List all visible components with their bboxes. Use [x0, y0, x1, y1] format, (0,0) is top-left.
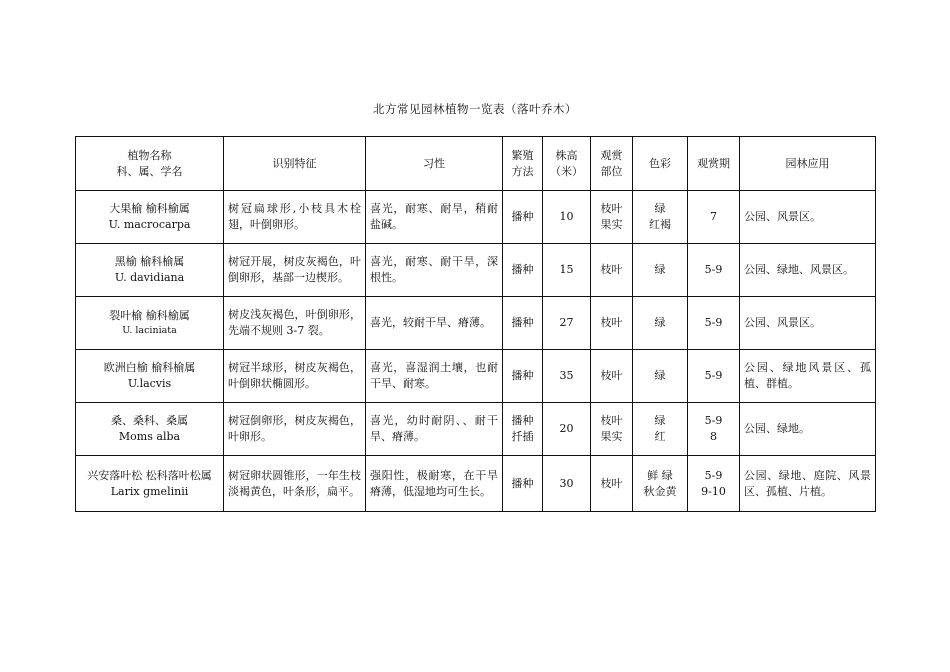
cell-height: 35 [543, 350, 591, 403]
cell-features: 树冠扁球形,小枝具木栓翅，叶倒卵形。 [224, 191, 366, 244]
header-name: 植物名称 科、属、学名 [76, 137, 224, 191]
cell-application: 公园、风景区。 [740, 191, 876, 244]
cell-plant-name: 裂叶榆 榆科榆属 U. laciniata [76, 297, 224, 350]
cell-color: 绿 [633, 297, 688, 350]
table-row [76, 350, 876, 403]
cell-height: 30 [543, 456, 591, 512]
cell-color: 鲜 绿 秋金黄 [633, 456, 688, 512]
cell-period: 5-9 9-10 [688, 456, 740, 512]
header-propagation: 繁殖 方法 [503, 137, 543, 191]
cell-application: 公园、绿地风景区、孤植、群植。 [740, 350, 876, 403]
table-row [76, 191, 876, 244]
cell-propagation: 播种 [503, 350, 543, 403]
cell-ornamental-part: 枝叶 [591, 244, 633, 297]
header-habits: 习性 [366, 137, 503, 191]
cell-ornamental-part: 枝叶 [591, 456, 633, 512]
plant-table [75, 136, 876, 512]
cell-features: 树冠卵状圆锥形，一年生枝淡褐黄色，叶条形，扁平。 [224, 456, 366, 512]
header-period: 观赏期 [688, 137, 740, 191]
cell-application: 公园、绿地、风景区。 [740, 244, 876, 297]
cell-color: 绿 [633, 244, 688, 297]
cell-color: 绿 红褐 [633, 191, 688, 244]
table-row [76, 297, 876, 350]
cell-period: 7 [688, 191, 740, 244]
cell-features: 树冠开展，树皮灰褐色，叶倒卵形，基部一边楔形。 [224, 244, 366, 297]
cell-ornamental-part: 枝叶 [591, 350, 633, 403]
cell-propagation: 播种 扦插 [503, 403, 543, 456]
cell-ornamental-part: 枝叶 [591, 297, 633, 350]
cell-height: 15 [543, 244, 591, 297]
cell-habits: 喜光，耐寒、耐干旱，深根性。 [366, 244, 503, 297]
cell-habits: 强阳性，极耐寒，在干旱瘠薄，低湿地均可生长。 [366, 456, 503, 512]
cell-plant-name: 大果榆 榆科榆属 U. macrocarpa [76, 191, 224, 244]
cell-propagation: 播种 [503, 456, 543, 512]
cell-height: 10 [543, 191, 591, 244]
cell-habits: 喜光，喜湿润土壤，也耐干旱、耐寒。 [366, 350, 503, 403]
cell-period: 5-9 [688, 244, 740, 297]
cell-habits: 喜光，幼时耐阴、、耐干旱、瘠薄。 [366, 403, 503, 456]
cell-application: 公园、绿地。 [740, 403, 876, 456]
cell-ornamental-part: 枝叶 果实 [591, 191, 633, 244]
table-row [76, 403, 876, 456]
cell-features: 树冠半球形，树皮灰褐色，叶倒卵状椭圆形。 [224, 350, 366, 403]
cell-application: 公园、绿地、庭院、风景区、孤植、片植。 [740, 456, 876, 512]
cell-application: 公园、风景区。 [740, 297, 876, 350]
table-row [76, 456, 876, 512]
header-height: 株高 （米） [543, 137, 591, 191]
cell-plant-name: 兴安落叶松 松科落叶松属 Larix gmelinii [76, 456, 224, 512]
cell-color: 绿 [633, 350, 688, 403]
cell-propagation: 播种 [503, 297, 543, 350]
cell-plant-name: 桑、桑科、桑属 Moms alba [76, 403, 224, 456]
cell-color: 绿 红 [633, 403, 688, 456]
page-title: 北方常见园林植物一览表（落叶乔木） [373, 102, 577, 116]
cell-plant-name: 欧洲白榆 榆科榆属 U.lacvis [76, 350, 224, 403]
header-color: 色彩 [633, 137, 688, 191]
cell-period: 5-9 8 [688, 403, 740, 456]
header-application: 园林应用 [740, 137, 876, 191]
cell-height: 27 [543, 297, 591, 350]
table-header-row [76, 137, 876, 191]
cell-features: 树皮浅灰褐色，叶倒卵形，先端不规则 3-7 裂。 [224, 297, 366, 350]
cell-habits: 喜光，耐寒、耐旱，稍耐盐碱。 [366, 191, 503, 244]
cell-height: 20 [543, 403, 591, 456]
cell-habits: 喜光，较耐干旱、瘠薄。 [366, 297, 503, 350]
header-features: 识别特征 [224, 137, 366, 191]
header-ornamental-part: 观赏 部位 [591, 137, 633, 191]
cell-plant-name: 黑榆 榆科榆属 U. davidiana [76, 244, 224, 297]
cell-features: 树冠倒卵形，树皮灰褐色，叶卵形。 [224, 403, 366, 456]
cell-period: 5-9 [688, 350, 740, 403]
cell-propagation: 播种 [503, 244, 543, 297]
cell-ornamental-part: 枝叶 果实 [591, 403, 633, 456]
cell-propagation: 播种 [503, 191, 543, 244]
cell-period: 5-9 [688, 297, 740, 350]
table-row [76, 244, 876, 297]
